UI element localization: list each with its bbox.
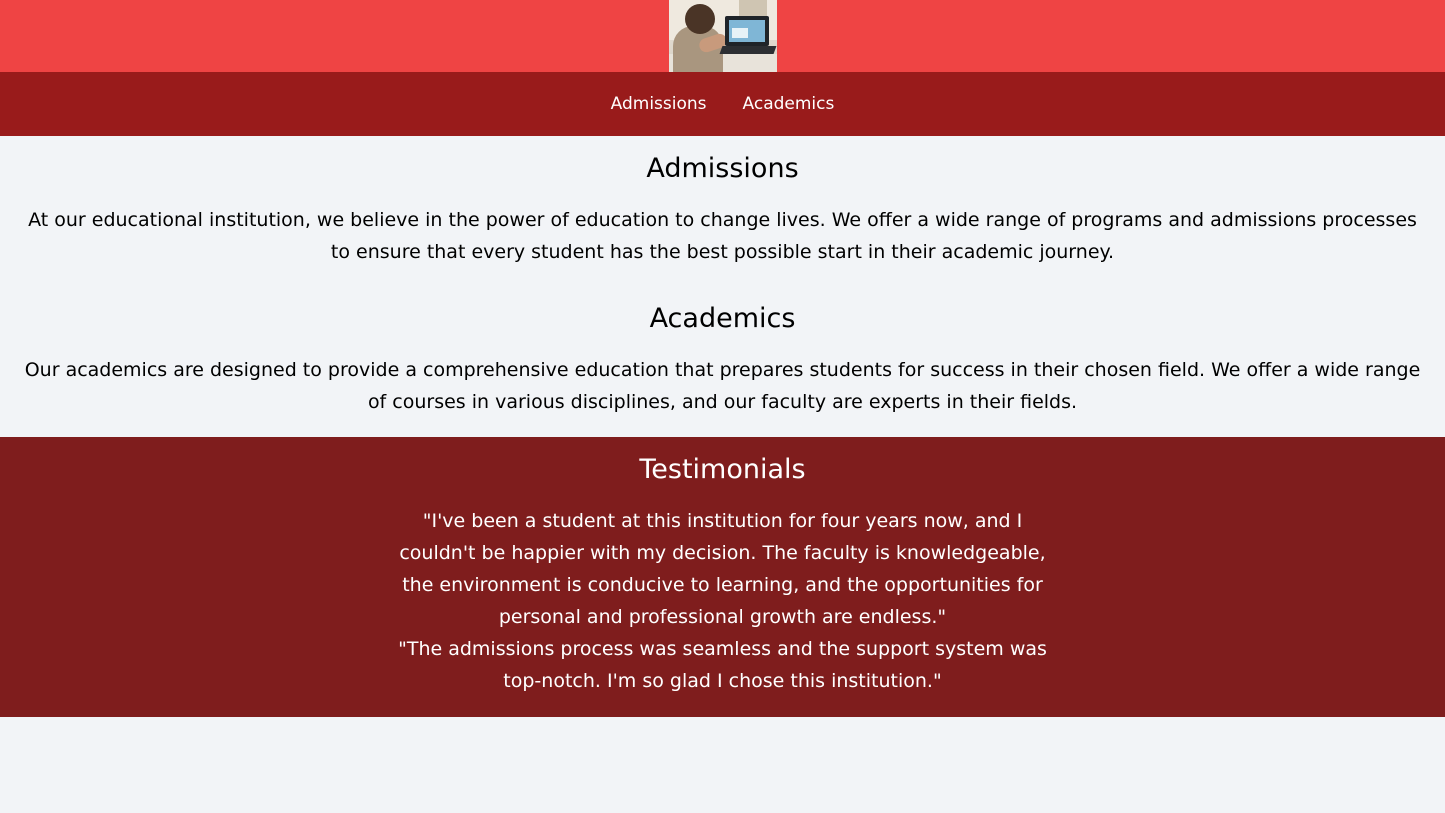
admissions-text: At our educational institution, we believe in the power of education to change lives. We offer a wide range of programs and admissions processes to ensure that every student has the best possible start in their academic journey. [28,209,1417,263]
testimonials-section [0,437,1445,717]
nav-link-admissions[interactable]: Admissions [610,94,707,114]
testimonial-list [383,505,1063,697]
academics-heading: Academics [649,303,796,334]
admissions-section [0,136,1445,268]
nav-link-academics[interactable]: Academics [742,94,835,114]
academics-text: Our academics are designed to provide a comprehensive education that prepares students for success in their chosen field. We offer a wide range of courses in various disciplines, and our faculty are experts in their fields. [24,359,1421,413]
admissions-heading: Admissions [646,153,799,184]
main-nav [0,72,1445,136]
logo-image[interactable] [669,0,777,72]
testimonial-quote: "The admissions process was seamless and the support system was top-notch. I'm so glad I chose this institution." [398,638,1047,692]
testimonial-quote: "I've been a student at this institution for four years now, and I couldn't be happier with my decision. The faculty is knowledgeable, the environment is conducive to learning, and the opportunities for personal and professional growth are endless." [399,510,1046,628]
top-bar [0,0,1445,72]
academics-section [0,268,1445,418]
testimonials-heading: Testimonials [639,454,806,485]
